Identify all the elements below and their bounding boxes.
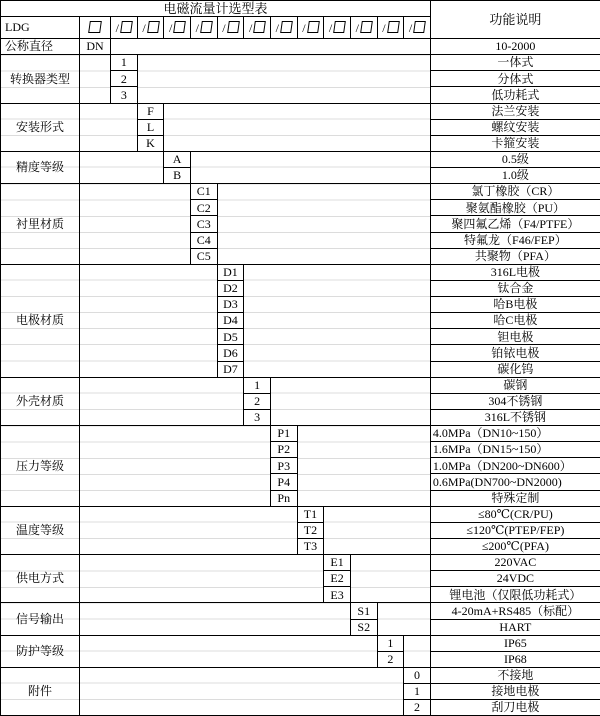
code-cell: C1 — [190, 184, 217, 200]
group-label: 温度等级 — [1, 506, 80, 554]
desc-cell: HART — [430, 619, 600, 635]
table-row — [1, 264, 600, 280]
model-code-slot: / — [350, 17, 377, 39]
table-row — [1, 184, 600, 200]
model-code-slot: / — [190, 17, 217, 39]
code-cell: T3 — [297, 538, 324, 554]
desc-cell: 螺纹安装 — [430, 119, 600, 135]
empty-cell — [297, 426, 430, 507]
desc-cell: IP65 — [430, 635, 600, 651]
code-box-icon — [333, 21, 346, 33]
empty-cell — [270, 377, 430, 425]
model-code-slot — [80, 17, 111, 39]
model-code-slot: / — [297, 17, 324, 39]
desc-cell: 316L不锈钢 — [430, 409, 600, 425]
code-cell: D2 — [217, 280, 244, 296]
code-box-icon — [227, 21, 240, 33]
code-box-icon — [120, 21, 133, 33]
desc-cell: 特殊定制 — [430, 490, 600, 506]
desc-cell: 低功耗式 — [430, 87, 600, 103]
desc-cell: 聚氨酯橡胶（PU） — [430, 200, 600, 216]
empty-cell — [80, 603, 351, 635]
code-cell: 1 — [244, 377, 271, 393]
row-label: 公称直径 — [1, 39, 80, 55]
code-box-icon — [413, 21, 426, 33]
table-row — [1, 506, 600, 522]
code-cell: S2 — [350, 619, 377, 635]
empty-cell — [80, 184, 191, 265]
desc-cell: 接地电极 — [430, 684, 600, 700]
code-cell: T1 — [297, 506, 324, 522]
code-cell: P2 — [270, 442, 297, 458]
code-cell: 1 — [377, 635, 404, 651]
empty-cell — [80, 426, 271, 507]
group-label: 防护等级 — [1, 635, 80, 667]
code-cell: C5 — [190, 248, 217, 264]
table-row — [1, 103, 600, 119]
code-cell: D6 — [217, 345, 244, 361]
desc-cell: 0.5级 — [430, 151, 600, 167]
empty-cell — [80, 55, 111, 103]
empty-cell — [80, 264, 218, 377]
group-label: 衬里材质 — [1, 184, 80, 265]
group-label: 信号输出 — [1, 603, 80, 635]
empty-cell — [190, 151, 430, 183]
group-label: 转换器类型 — [1, 55, 80, 103]
table-row — [1, 635, 600, 651]
code-cell: F — [137, 103, 164, 119]
desc-cell: 220VAC — [430, 555, 600, 571]
code-cell: T2 — [297, 522, 324, 538]
code-box-icon — [173, 21, 186, 33]
desc-cell: 1.6MPa（DN15~150） — [430, 442, 600, 458]
empty-cell — [80, 151, 164, 183]
empty-cell — [111, 39, 431, 55]
code-cell: P4 — [270, 474, 297, 490]
empty-cell — [164, 103, 431, 151]
desc-cell: 1.0MPa（DN200~DN600） — [430, 458, 600, 474]
code-box-icon — [200, 21, 213, 33]
table-row — [1, 39, 600, 55]
empty-cell — [80, 635, 378, 667]
code-cell: S1 — [350, 603, 377, 619]
desc-header: 功能说明 — [430, 1, 600, 39]
desc-cell: ≤120℃(PTEP/FEP) — [430, 522, 600, 538]
desc-cell: 24VDC — [430, 571, 600, 587]
desc-cell: 分体式 — [430, 71, 600, 87]
group-label: 安装形式 — [1, 103, 80, 151]
code-cell: 3 — [111, 87, 138, 103]
code-cell: C4 — [190, 232, 217, 248]
model-code-slot: / — [111, 17, 138, 39]
model-code-slot: / — [324, 17, 351, 39]
code-cell: L — [137, 119, 164, 135]
group-label: 电极材质 — [1, 264, 80, 377]
code-cell: Pn — [270, 490, 297, 506]
desc-cell: 一体式 — [430, 55, 600, 71]
group-label: 压力等级 — [1, 426, 80, 507]
empty-cell — [377, 603, 430, 635]
model-code-slot: / — [137, 17, 164, 39]
table-row — [1, 603, 600, 619]
group-label: 供电方式 — [1, 555, 80, 603]
desc-cell: 卡箍安装 — [430, 135, 600, 151]
table-row — [1, 377, 600, 393]
code-box-icon — [280, 21, 293, 33]
desc-cell: 304不锈钢 — [430, 393, 600, 409]
empty-cell — [404, 635, 431, 667]
code-box-icon — [147, 21, 160, 33]
empty-cell — [350, 555, 430, 603]
desc-cell: 钛合金 — [430, 280, 600, 296]
code-cell: 0 — [404, 667, 431, 683]
table-row — [1, 667, 600, 683]
desc-cell: 法兰安装 — [430, 103, 600, 119]
code-cell: D7 — [217, 361, 244, 377]
desc-cell: 氯丁橡胶（CR） — [430, 184, 600, 200]
empty-cell — [324, 506, 431, 554]
desc-cell: 哈C电极 — [430, 313, 600, 329]
model-code-slot: / — [164, 17, 191, 39]
empty-cell — [217, 184, 430, 265]
code-box-icon — [88, 21, 102, 33]
model-code-slot: / — [270, 17, 297, 39]
model-code-slot: / — [217, 17, 244, 39]
code-cell: 2 — [377, 651, 404, 667]
desc-cell: IP68 — [430, 651, 600, 667]
code-cell: C3 — [190, 216, 217, 232]
desc-cell: 哈B电极 — [430, 297, 600, 313]
empty-cell — [80, 667, 404, 715]
code-cell: D3 — [217, 297, 244, 313]
desc-cell: 不接地 — [430, 667, 600, 683]
code-cell: 2 — [404, 700, 431, 716]
code-cell: C2 — [190, 200, 217, 216]
table-title: 电磁流量计选型表 — [1, 1, 431, 17]
code-box-icon — [253, 21, 266, 33]
code-cell: D4 — [217, 313, 244, 329]
empty-cell — [137, 55, 430, 103]
empty-cell — [80, 506, 298, 554]
code-cell: E3 — [324, 587, 351, 603]
desc-cell: 钽电极 — [430, 329, 600, 345]
empty-cell — [80, 103, 138, 151]
model-code-slot: / — [377, 17, 404, 39]
code-cell: P1 — [270, 426, 297, 442]
group-label: 外壳材质 — [1, 377, 80, 425]
desc-cell: 碳钢 — [430, 377, 600, 393]
empty-cell — [244, 264, 431, 377]
code-cell: 2 — [244, 393, 271, 409]
code-cell: K — [137, 135, 164, 151]
table-row — [1, 1, 600, 17]
code-box-icon — [360, 21, 373, 33]
desc-cell: 聚四氟乙烯（F4/PTFE） — [430, 216, 600, 232]
desc-cell: ≤200℃(PFA) — [430, 538, 600, 554]
empty-cell — [80, 555, 324, 603]
desc-cell: 10-2000 — [430, 39, 600, 55]
desc-cell: 共聚物（PFA） — [430, 248, 600, 264]
code-cell: A — [164, 151, 191, 167]
code-cell: 1 — [404, 684, 431, 700]
desc-cell: 4-20mA+RS485（标配） — [430, 603, 600, 619]
desc-cell: 刮刀电极 — [430, 700, 600, 716]
table-row — [1, 55, 600, 71]
model-code-slot: / — [244, 17, 271, 39]
table-row — [1, 151, 600, 167]
model-prefix: LDG — [1, 17, 80, 39]
desc-cell: 铂铱电极 — [430, 345, 600, 361]
table-row — [1, 555, 600, 571]
desc-cell: 1.0级 — [430, 168, 600, 184]
code-cell: B — [164, 168, 191, 184]
desc-cell: 0.6MPa(DN700~DN2000) — [430, 474, 600, 490]
empty-cell — [80, 377, 244, 425]
code-cell: DN — [80, 39, 111, 55]
desc-cell: 4.0MPa（DN10~150） — [430, 426, 600, 442]
code-box-icon — [387, 21, 400, 33]
code-cell: P3 — [270, 458, 297, 474]
group-label: 精度等级 — [1, 151, 80, 183]
code-cell: 2 — [111, 71, 138, 87]
code-box-icon — [307, 21, 320, 33]
desc-cell: 锂电池（仅限低功耗式） — [430, 587, 600, 603]
group-label: 附件 — [1, 667, 80, 715]
desc-cell: ≤80℃(CR/PU) — [430, 506, 600, 522]
desc-cell: 碳化钨 — [430, 361, 600, 377]
code-cell: E2 — [324, 571, 351, 587]
desc-cell: 316L电极 — [430, 264, 600, 280]
table-row — [1, 426, 600, 442]
desc-cell: 特氟龙（F46/FEP） — [430, 232, 600, 248]
code-cell: D1 — [217, 264, 244, 280]
code-cell: 3 — [244, 409, 271, 425]
code-cell: D5 — [217, 329, 244, 345]
code-cell: E1 — [324, 555, 351, 571]
model-code-slot: / — [404, 17, 431, 39]
code-cell: 1 — [111, 55, 138, 71]
